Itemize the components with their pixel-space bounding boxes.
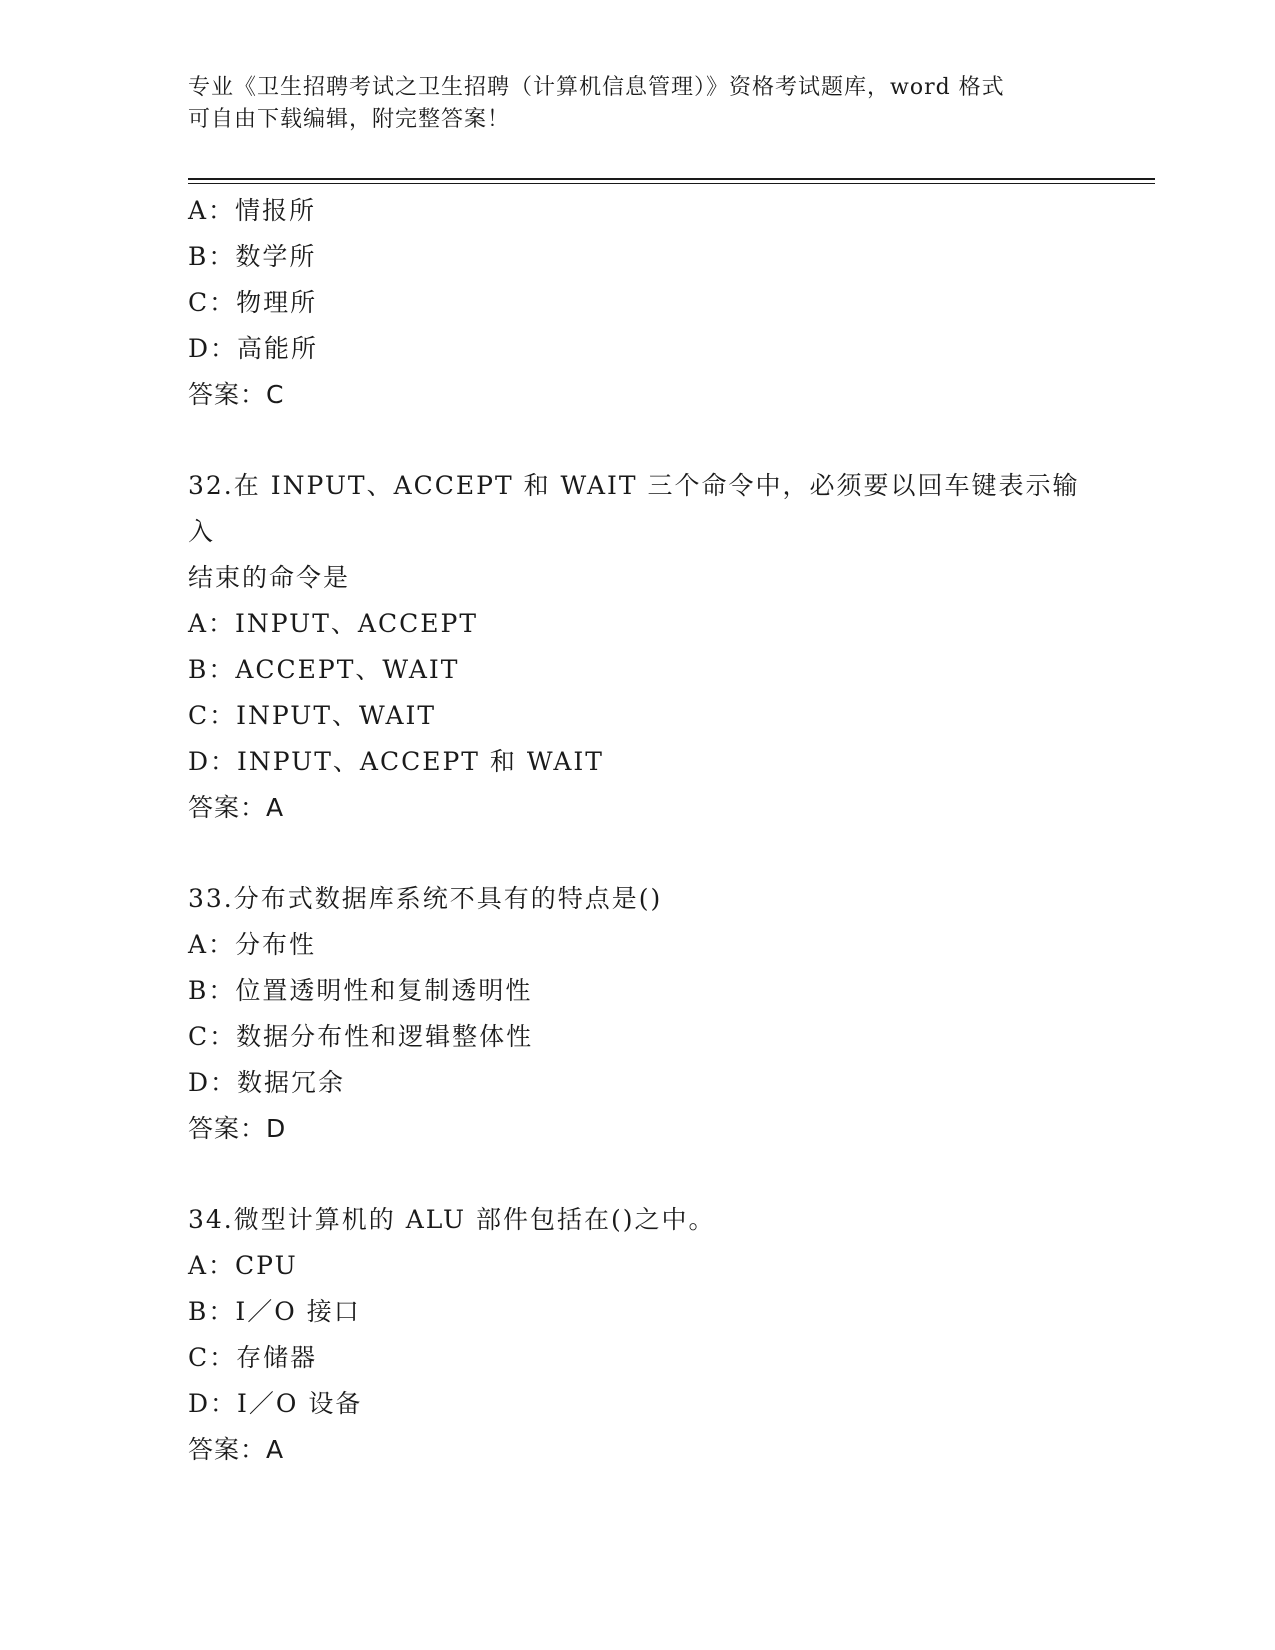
answer: 答案：C (188, 380, 285, 409)
spacer (188, 831, 1088, 876)
answer: 答案：A (188, 1435, 285, 1464)
option-a: A：CPU (188, 1251, 298, 1280)
question-33 (188, 876, 1088, 1152)
spacer (188, 1152, 1088, 1197)
option-c: C：物理所 (188, 288, 318, 317)
option-d: D：I／O 设备 (188, 1389, 363, 1418)
header-line-1: 专业《卫生招聘考试之卫生招聘（计算机信息管理）》资格考试题库，word 格式 (188, 75, 1005, 100)
spacer (188, 418, 1088, 463)
question-text: 34.微型计算机的 ALU 部件包括在()之中。 (188, 1205, 716, 1234)
option-a: A：INPUT、ACCEPT (188, 609, 478, 638)
option-c: C：INPUT、WAIT (188, 701, 437, 730)
option-a: A：情报所 (188, 196, 317, 225)
option-d: D：INPUT、ACCEPT 和 WAIT (188, 747, 604, 776)
document-header (188, 72, 1068, 136)
option-b: B：数学所 (188, 242, 317, 271)
header-line-2: 可自由下载编辑，附完整答案！ (188, 107, 511, 132)
option-b: B：I／O 接口 (188, 1297, 361, 1326)
option-a: A：分布性 (188, 930, 317, 959)
option-d: D：数据冗余 (188, 1068, 346, 1097)
option-c: C：数据分布性和逻辑整体性 (188, 1022, 534, 1051)
answer: 答案：A (188, 793, 285, 822)
option-b: B：位置透明性和复制透明性 (188, 976, 533, 1005)
question-text: 33.分布式数据库系统不具有的特点是() (188, 884, 663, 913)
header-divider-thin (188, 183, 1155, 184)
option-d: D：高能所 (188, 334, 319, 363)
question-31 (188, 188, 1088, 418)
question-list (188, 188, 1088, 1473)
answer: 答案：D (188, 1114, 287, 1143)
option-b: B：ACCEPT、WAIT (188, 655, 460, 684)
option-c: C：存储器 (188, 1343, 318, 1372)
question-text-line-2: 结束的命令是 (188, 563, 351, 592)
question-32 (188, 463, 1088, 831)
question-text-line-1: 32.在 INPUT、ACCEPT 和 WAIT 三个命令中，必须要以回车键表示输入 (188, 471, 1080, 546)
question-34 (188, 1197, 1088, 1473)
header-divider-thick (188, 178, 1155, 180)
